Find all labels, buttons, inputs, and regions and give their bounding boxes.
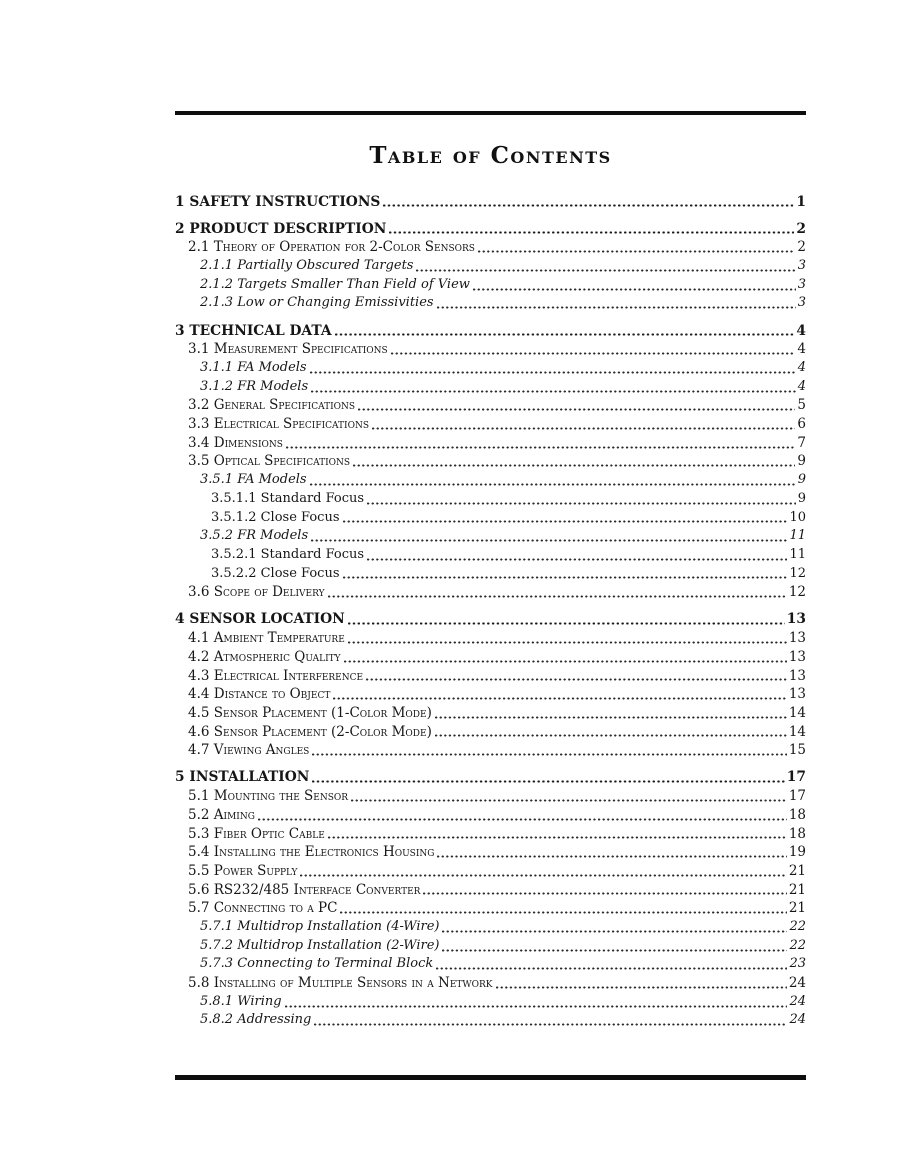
toc-entry-page: 3 <box>797 295 806 311</box>
toc-entry-page: 22 <box>789 918 806 934</box>
toc-entry-page: 18 <box>788 825 806 842</box>
toc-entry-page: 4 <box>797 378 806 394</box>
toc-entry-page: 7 <box>797 434 806 451</box>
top-rule <box>175 111 806 115</box>
toc-entry-label: 3.5.1.2 Close Focus <box>211 509 340 525</box>
toc-entry <box>175 667 806 686</box>
toc-entry-label: 3.1 Measurement Specifications <box>188 341 388 358</box>
toc-entry <box>175 565 806 584</box>
toc-entry-label: 4.6 Sensor Placement (2-Color Mode) <box>188 723 432 740</box>
toc-entry-label: 5.5 Power Supply <box>188 862 298 879</box>
toc-entry <box>175 685 806 704</box>
toc-entry-label: 5.8.2 Addressing <box>200 1012 312 1028</box>
toc-entry-label: 3.3 Electrical Specifications <box>188 416 370 433</box>
dot-leader <box>333 685 786 704</box>
toc-entry-label: 3.5.2.1 Standard Focus <box>211 546 365 562</box>
toc-entry <box>175 294 806 313</box>
toc-entry-page: 22 <box>789 937 806 953</box>
dot-leader <box>383 193 794 212</box>
toc-entry-label: 3.2 General Specifications <box>188 397 356 414</box>
toc-entry-page: 9 <box>797 490 806 506</box>
dot-leader <box>286 434 795 453</box>
toc-entry-label: 2.1.3 Low or Changing Emissivities <box>200 295 434 311</box>
toc-entry <box>175 452 806 471</box>
toc-entry-label: 4.7 Viewing Angles <box>188 742 310 759</box>
toc-entry-label: 4.3 Electrical Interference <box>188 667 364 684</box>
dot-leader <box>389 220 794 239</box>
toc-entry <box>175 583 806 602</box>
toc-entry-page: 21 <box>788 881 806 898</box>
toc-entry-page: 24 <box>789 993 806 1009</box>
dot-leader <box>285 993 788 1012</box>
toc-entry <box>175 974 806 993</box>
dot-leader <box>496 974 787 993</box>
toc-entry <box>175 415 806 434</box>
toc-entry <box>175 1011 806 1030</box>
page-title: Table of Contents <box>369 142 612 169</box>
dot-leader <box>436 955 787 974</box>
toc-entry <box>175 378 806 397</box>
toc-entry <box>175 881 806 900</box>
dot-leader <box>442 937 787 956</box>
toc-entry-label: 5.7.3 Connecting to Terminal Block <box>200 956 434 972</box>
toc-entry-label: 3.5.2 FR Models <box>200 528 309 544</box>
dot-leader <box>312 768 784 787</box>
toc-entry-label: 2.1.2 Targets Smaller Than Field of View <box>200 276 470 292</box>
dot-leader <box>343 509 788 528</box>
toc-entry-label: 5.3 Fiber Optic Cable <box>188 825 325 842</box>
dot-leader <box>391 340 796 359</box>
toc-entry-page: 13 <box>788 630 806 647</box>
dot-leader <box>437 843 786 862</box>
dot-leader <box>328 825 787 844</box>
toc-entry <box>175 955 806 974</box>
dot-leader <box>435 723 787 742</box>
toc-entry-page: 12 <box>788 584 806 601</box>
toc-entry-label: 3.5.1 FA Models <box>200 472 307 488</box>
toc-entry-page: 21 <box>788 900 806 917</box>
toc-entry-label: 3 TECHNICAL DATA <box>175 322 332 339</box>
toc-entry-page: 3 <box>797 258 806 274</box>
toc-entry-label: 5.8.1 Wiring <box>200 993 282 1009</box>
toc-entry <box>175 257 806 276</box>
toc-entry <box>175 787 806 806</box>
toc-entry-page: 13 <box>788 667 806 684</box>
toc-entry-label: 4.5 Sensor Placement (1-Color Mode) <box>188 704 432 721</box>
toc-entry-page: 4 <box>797 341 806 358</box>
toc-entry <box>175 434 806 453</box>
toc-entry-page: 3 <box>797 276 806 292</box>
toc-entry-page: 4 <box>796 322 806 339</box>
toc-entry-page: 4 <box>797 360 806 375</box>
bottom-rule <box>175 1075 806 1080</box>
toc-entry-label: 4 SENSOR LOCATION <box>175 611 345 628</box>
toc-entry-label: 3.1.1 FA Models <box>200 360 307 375</box>
toc-entry-label: 3.6 Scope of Delivery <box>188 584 325 601</box>
toc-entry-label: 5.4 Installing the Electronics Housing <box>188 844 435 861</box>
toc-entry-label: 5.8 Installing of Multiple Sensors in a Network <box>188 975 493 991</box>
toc-entry-label: 5.7.1 Multidrop Installation (4-Wire) <box>200 918 440 934</box>
toc-entry-page: 21 <box>788 862 806 879</box>
dot-leader <box>348 610 785 629</box>
toc-entry-page: 24 <box>789 1012 806 1028</box>
toc-entry <box>175 768 806 787</box>
toc-entry-label: 2 PRODUCT DESCRIPTION <box>175 220 387 237</box>
toc-entry-page: 15 <box>788 742 806 759</box>
toc-entry-page: 24 <box>788 975 806 991</box>
toc-entry-page: 11 <box>789 528 806 544</box>
toc-entry <box>175 741 806 760</box>
toc-entry-page: 5 <box>797 397 806 414</box>
toc-entry <box>175 629 806 648</box>
toc-entry <box>175 937 806 956</box>
toc-entry-label: 4.1 Ambient Temperature <box>188 630 345 647</box>
toc-entry-label: 5.7.2 Multidrop Installation (2-Wire) <box>200 937 440 953</box>
toc-entry-page: 6 <box>797 416 806 433</box>
toc-entry <box>175 193 806 212</box>
dot-leader <box>437 294 796 313</box>
toc-entry <box>175 993 806 1012</box>
toc-entry-label: 5.7 Connecting to a PC <box>188 900 338 917</box>
toc-entry-page: 12 <box>789 565 806 581</box>
toc-entry-page: 11 <box>789 546 806 562</box>
toc-entry <box>175 648 806 667</box>
toc-entry-page: 2 <box>796 220 806 237</box>
toc-entry-label: 3.5.2.2 Close Focus <box>211 565 340 581</box>
dot-leader <box>478 238 795 257</box>
toc-entry-page: 2 <box>797 239 806 256</box>
toc-entry-label: 3.5.1.1 Standard Focus <box>211 490 365 506</box>
toc-entry <box>175 704 806 723</box>
toc-entry <box>175 471 806 490</box>
dot-leader <box>442 918 787 937</box>
toc-entry <box>175 396 806 415</box>
toc-entry-label: 5.6 RS232/485 Interface Converter <box>188 881 421 898</box>
toc-entry <box>175 490 806 509</box>
dot-leader <box>300 862 786 881</box>
toc-entry-page: 1 <box>796 193 806 210</box>
toc-entry <box>175 322 806 341</box>
toc-entry <box>175 843 806 862</box>
toc-entry <box>175 527 806 546</box>
toc-entry <box>175 825 806 844</box>
dot-leader <box>348 629 787 648</box>
dot-leader <box>258 806 787 825</box>
toc-entry-label: 5 INSTALLATION <box>175 769 310 786</box>
toc-entry <box>175 276 806 295</box>
toc-entry-label: 2.1 Theory of Operation for 2-Color Sensors <box>188 239 475 256</box>
dot-leader <box>311 378 796 397</box>
toc-entry-page: 13 <box>786 611 806 628</box>
toc-entry <box>175 340 806 359</box>
toc-entry <box>175 220 806 239</box>
toc-entry-page: 13 <box>788 686 806 703</box>
dot-leader <box>367 546 787 565</box>
dot-leader <box>351 787 787 806</box>
toc-entry <box>175 359 806 378</box>
dot-leader <box>310 471 796 490</box>
dot-leader <box>340 899 786 918</box>
dot-leader <box>343 565 788 584</box>
toc-entry-page: 13 <box>788 648 806 665</box>
toc-entry-label: 2.1.1 Partially Obscured Targets <box>200 258 414 274</box>
toc-entry-page: 14 <box>788 723 806 740</box>
toc-entry-label: 5.1 Mounting the Sensor <box>188 788 349 805</box>
dot-leader <box>366 667 787 686</box>
dot-leader <box>344 648 787 667</box>
dot-leader <box>435 704 787 723</box>
toc-entry-page: 14 <box>788 704 806 721</box>
dot-leader <box>367 490 796 509</box>
dot-leader <box>335 322 795 341</box>
dot-leader <box>372 415 795 434</box>
dot-leader <box>310 359 796 378</box>
dot-leader <box>314 1011 787 1030</box>
toc-entry <box>175 899 806 918</box>
toc-entry-page: 23 <box>789 956 806 972</box>
toc-entry <box>175 806 806 825</box>
toc-entry <box>175 546 806 565</box>
toc-entry <box>175 862 806 881</box>
toc-list <box>175 184 806 1030</box>
toc-entry-page: 9 <box>797 453 806 470</box>
toc-entry-label: 1 SAFETY INSTRUCTIONS <box>175 193 381 210</box>
toc-entry-page: 17 <box>786 769 806 786</box>
toc-entry-label: 5.2 Aiming <box>188 806 255 823</box>
toc-entry-page: 19 <box>788 844 806 861</box>
toc-entry-page: 9 <box>797 472 806 488</box>
toc-entry <box>175 509 806 528</box>
toc-entry-label: 3.1.2 FR Models <box>200 378 309 394</box>
toc-entry-page: 17 <box>788 788 806 805</box>
dot-leader <box>328 583 787 602</box>
dot-leader <box>423 881 786 900</box>
dot-leader <box>416 257 795 276</box>
toc-entry-label: 4.4 Distance to Object <box>188 686 331 703</box>
toc-entry <box>175 723 806 742</box>
toc-entry <box>175 610 806 629</box>
dot-leader <box>311 527 787 546</box>
dot-leader <box>473 276 796 295</box>
dot-leader <box>353 452 795 471</box>
toc-entry-page: 18 <box>788 806 806 823</box>
toc-entry-label: 3.4 Dimensions <box>188 434 283 451</box>
toc-entry-label: 3.5 Optical Specifications <box>188 453 351 470</box>
dot-leader <box>358 396 795 415</box>
toc-entry <box>175 238 806 257</box>
toc-entry-label: 4.2 Atmospheric Quality <box>188 648 341 665</box>
dot-leader <box>312 741 786 760</box>
toc-entry <box>175 918 806 937</box>
toc-entry-page: 10 <box>789 509 806 525</box>
